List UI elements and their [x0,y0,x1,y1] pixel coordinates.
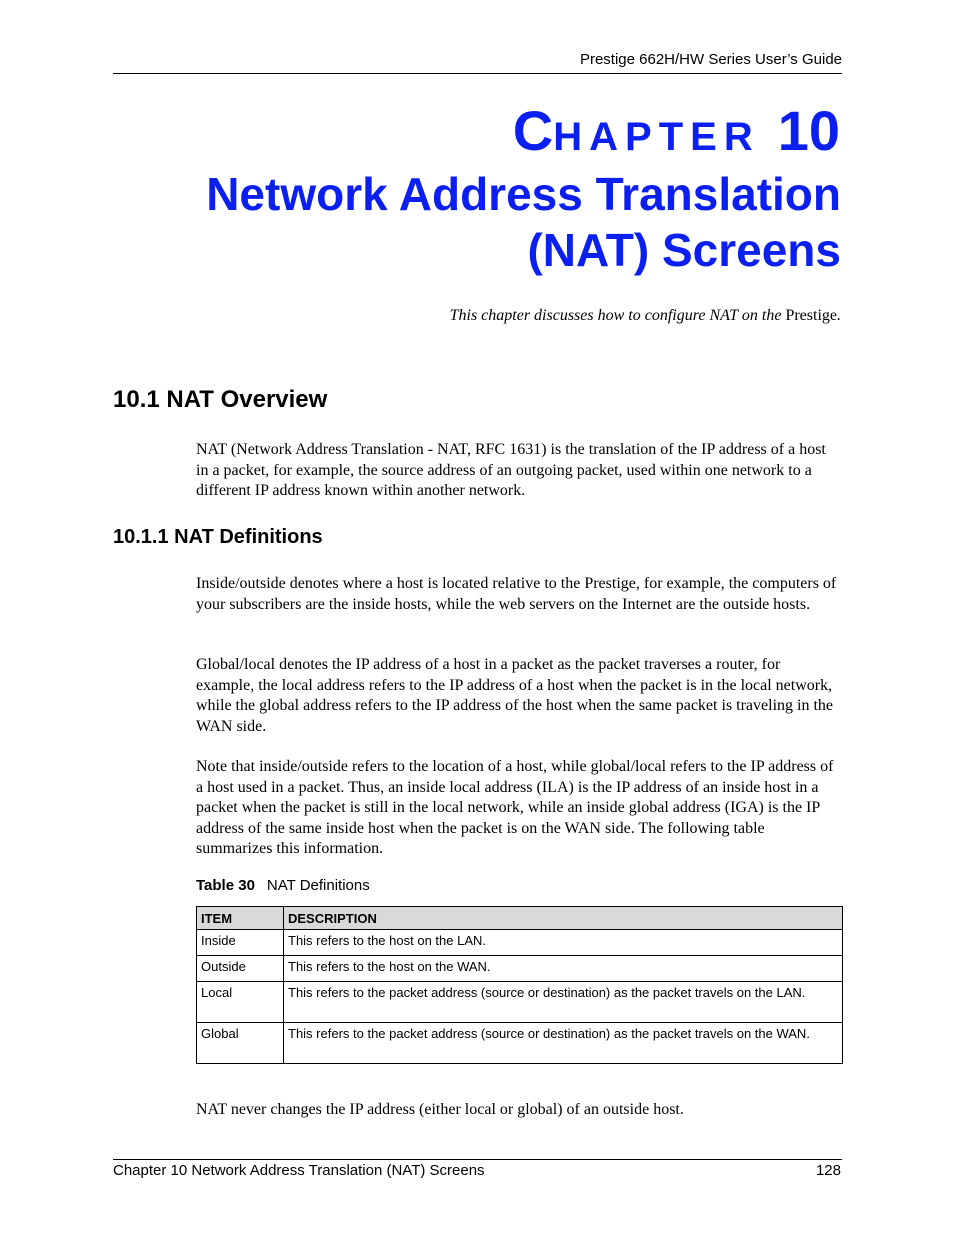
table-cell-item: Global [197,1023,284,1064]
table-row [197,956,843,982]
chapter-title-line-1: Network Address Translation [206,168,841,220]
section-heading-nat-overview: 10.1 NAT Overview [113,386,328,413]
definitions-paragraph-1: Inside/outside denotes where a host is located relative to the Prestige, for example, the computers of your subscribers are the inside hosts, while the web servers on the Internet are the outside hosts. [196,575,837,613]
definitions-paragraph-3: Note that inside/outside refers to the location of a host, while global/local refers to the IP address of a host used in a packet. Thus, an inside local address (ILA) is the IP address of an inside host in a packet when the packet is still in the local network, while an inside global address (IGA) is the IP address of the same inside host when the packet is on the WAN side. The following table summarizes this information. [196,758,834,857]
chapter-title [141,166,841,278]
table-caption-label: Table 30 [196,877,255,894]
table-header-description: DESCRIPTION [284,907,843,930]
table-cell-item: Inside [197,930,284,956]
chapter-intro [450,307,841,325]
table-header-row [197,907,843,930]
table-caption-title: NAT Definitions [266,877,370,894]
chapter-intro-text: This chapter discusses how to configure NAT on the [449,307,782,324]
footer-divider [113,1159,842,1160]
table-cell-item: Local [197,982,284,1023]
definitions-paragraph-2: Global/local denotes the IP address of a host in a packet as the packet traverses a router, for example, the local address refers to the IP address of a host when the packet is in the local network, while the global address refers to the IP address of the host when the same packet is traveling in the WAN side. [196,656,833,735]
table-cell-description: This refers to the host on the WAN. [284,956,843,982]
footer-chapter-reference: Chapter 10 Network Address Translation (NAT) Screens [113,1162,485,1179]
closing-paragraph: NAT never changes the IP address (either local or global) of an outside host. [196,1101,684,1118]
header-divider [113,73,842,74]
table-cell-description: This refers to the packet address (source or destination) as the packet travels on the WAN. [284,1023,843,1064]
table-cell-description: This refers to the packet address (source or destination) as the packet travels on the LAN. [284,982,843,1023]
page-number: 128 [815,1162,841,1179]
nat-definitions-table [196,906,843,1064]
chapter-label [513,98,840,163]
chapter-label-rest: HAPTER [553,115,760,159]
chapter-intro-end: . [837,307,841,324]
running-header: Prestige 662H/HW Series User’s Guide [579,51,842,68]
subsection-heading-nat-definitions: 10.1.1 NAT Definitions [113,526,323,548]
nat-overview-paragraph: NAT (Network Address Translation - NAT, RFC 1631) is the translation of the IP address of a host in a packet, for example, the source address of an outgoing packet, used within one network to a different IP address known within another network. [196,441,826,499]
table-caption [196,877,370,894]
table-cell-item: Outside [197,956,284,982]
table-header-item: ITEM [197,907,284,930]
chapter-label-initial: C [512,99,554,162]
chapter-intro-product: Prestige [785,307,837,324]
chapter-number: 10 [777,99,840,162]
table-row [197,982,843,1023]
table-row [197,1023,843,1064]
table-cell-description: This refers to the host on the LAN. [284,930,843,956]
table-row [197,930,843,956]
chapter-title-line-2: (NAT) Screens [527,224,841,276]
